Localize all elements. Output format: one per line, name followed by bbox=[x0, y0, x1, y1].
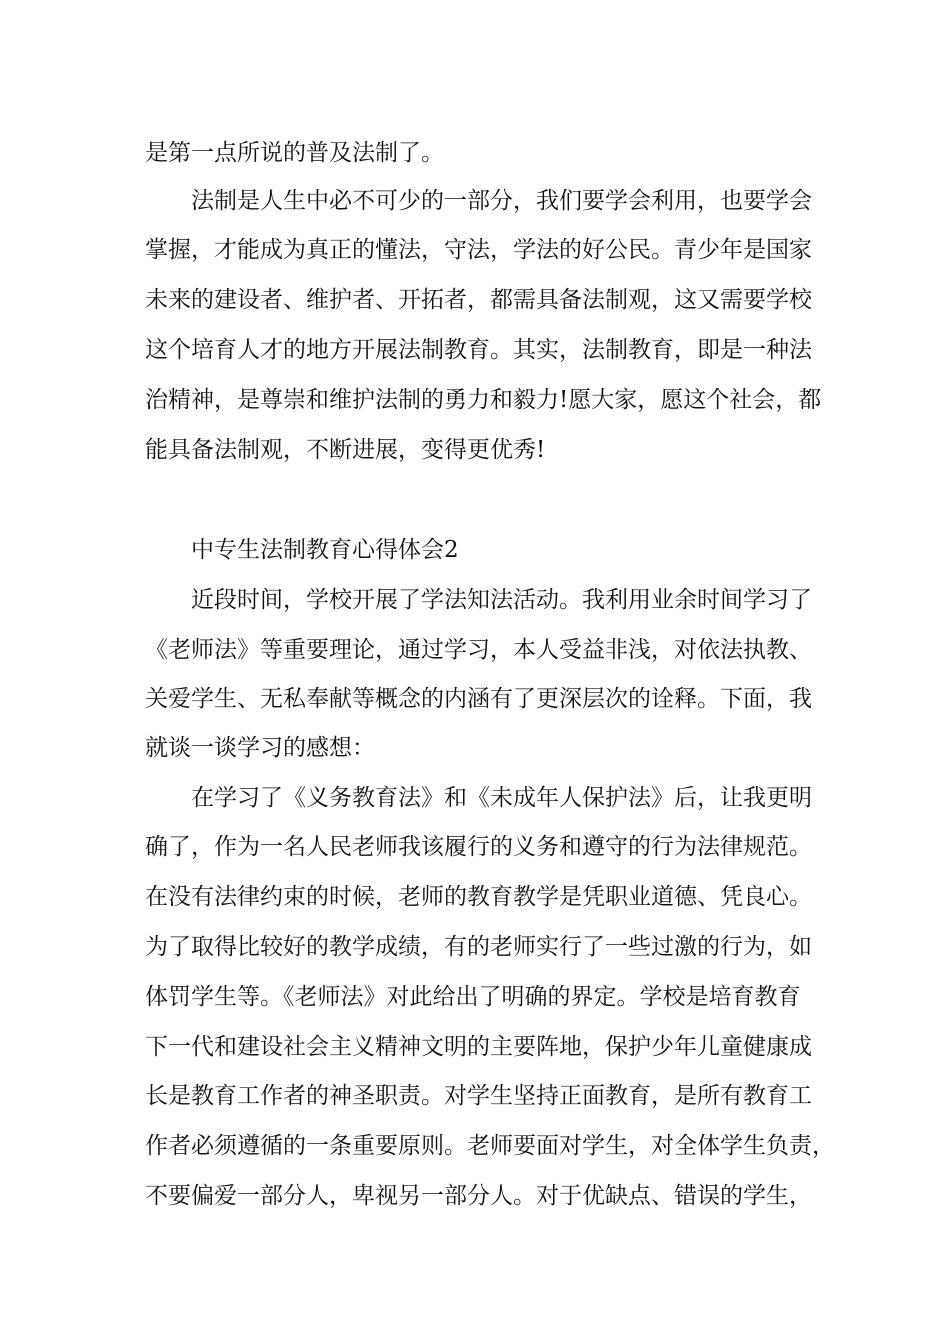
text-line: 在没有法律约束的时候，老师的教育教学是凭职业道德、凭良心。 bbox=[145, 884, 812, 910]
paragraph-first-line: 近段时间，学校开展了学法知法活动。我利用业余时间学习了 bbox=[191, 587, 812, 613]
text-line: 不要偏爱一部分人，卑视另一部分人。对于优缺点、错误的学生， bbox=[145, 1183, 812, 1209]
text-line: 掌握，才能成为真正的懂法，守法，学法的好公民。青少年是国家 bbox=[145, 237, 812, 263]
text-line: 《老师法》等重要理论，通过学习，本人受益非浅，对依法执教、 bbox=[145, 637, 812, 663]
text-line: 体罚学生等。《老师法》对此给出了明确的界定。学校是培育教育 bbox=[145, 984, 801, 1010]
paragraph-first-line: 在学习了《义务教育法》和《未成年人保护法》后，让我更明 bbox=[191, 785, 812, 811]
text-line: 就谈一谈学习的感想： bbox=[145, 735, 375, 761]
text-line: 治精神，是尊崇和维护法制的勇力和毅力!愿大家，愿这个社会，都 bbox=[145, 387, 822, 413]
text-line: 关爱学生、无私奉献等概念的内涵有了更深层次的诠释。下面，我 bbox=[145, 686, 812, 712]
text-line: 是第一点所说的普及法制了。 bbox=[145, 140, 444, 166]
section-heading: 中专生法制教育心得体会2 bbox=[191, 537, 459, 563]
text-line: 能具备法制观，不断进展，变得更优秀! bbox=[145, 437, 546, 463]
text-line: 作者必须遵循的一条重要原则。老师要面对学生，对全体学生负责， bbox=[145, 1133, 835, 1159]
text-line: 下一代和建设社会主义精神文明的主要阵地，保护少年儿童健康成 bbox=[145, 1034, 812, 1060]
text-line: 确了，作为一名人民老师我该履行的义务和遵守的行为法律规范。 bbox=[145, 834, 812, 860]
paragraph-first-line: 法制是人生中必不可少的一部分，我们要学会利用，也要学会 bbox=[191, 188, 812, 214]
text-line: 长是教育工作者的神圣职责。对学生坚持正面教育，是所有教育工 bbox=[145, 1083, 812, 1109]
text-line: 这个培育人才的地方开展法制教育。其实，法制教育，即是一种法 bbox=[145, 337, 812, 363]
text-line: 为了取得比较好的教学成绩，有的老师实行了一些过激的行为，如 bbox=[145, 934, 812, 960]
text-line: 未来的建设者、维护者、开拓者，都需具备法制观，这又需要学校 bbox=[145, 287, 812, 313]
